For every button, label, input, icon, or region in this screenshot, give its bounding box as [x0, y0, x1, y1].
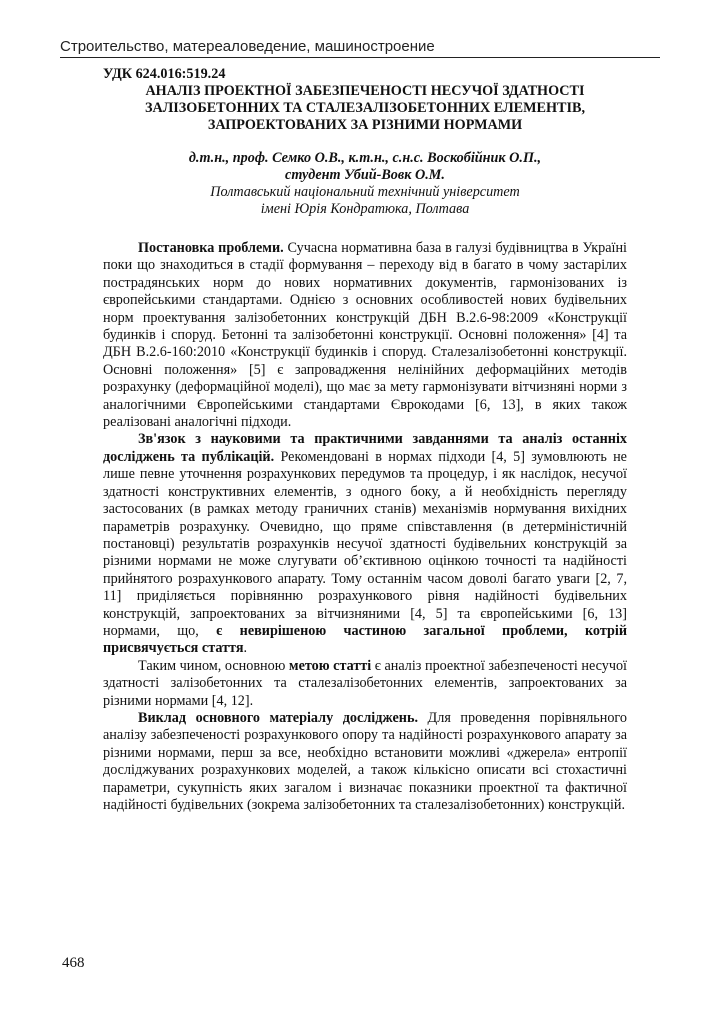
- paragraph-main-material: [103, 710, 627, 814]
- article: [103, 66, 627, 814]
- authors-block: [103, 150, 627, 218]
- paragraph-text: Таким чином, основною: [138, 657, 289, 674]
- authors-line-1: д.т.н., проф. Семко О.В., к.т.н., с.н.с. Воскобійник О.П.,: [188, 150, 542, 166]
- title-line-2: ЗАЛІЗОБЕТОННИХ ТА СТАЛЕЗАЛІЗОБЕТОННИХ ЕЛЕМЕНТІВ,: [144, 100, 585, 116]
- section-heading-main-material: Виклад основного матеріалу досліджень.: [138, 709, 419, 726]
- title-line-3: ЗАПРОЕКТОВАНИХ ЗА РІЗНИМИ НОРМАМИ: [207, 117, 523, 133]
- title-line-1: АНАЛІЗ ПРОЕКТНОЇ ЗАБЕЗПЕЧЕНОСТІ НЕСУЧОЇ ЗДАТНОСТІ: [145, 83, 585, 99]
- paragraph-text: Для проведення порівняльного аналізу забезпеченості розрахункового опору та надійності розрахункового апарату за різними нормами, перш за все, необхідно встановити можливі «джерела» ентропії досліджуваних розрахункових моделей, а також кількісно описати всі стохастичні параметри, сукупність яких загалом і визначає показники проектної та фактичної надійності будівельних (зокрема залізобетонних та сталезалізобетонних) конструкцій.: [103, 709, 627, 813]
- page-number: 468: [62, 955, 85, 971]
- affiliation-line-2: імені Юрія Кондратюка, Полтава: [260, 201, 470, 217]
- paragraph-problem-statement: [103, 240, 627, 431]
- section-heading-related-work: Зв'язок з науковими та практичними завданнями та аналіз останніх досліджень та публікацій.: [103, 431, 627, 465]
- paragraph-text: Сучасна нормативна база в галузі будівництва в Україні поки що знаходиться в стадії формування – переходу від в багато в чому застарілих пострадянських норм до нових нормативних документів, гармонізованих із європейськими стандартами. Однією з основних особливостей нових будівельних норм проектування залізобетонних конструкцій ДБН В.2.6-98:2009 «Конструкції будинків і споруд. Бетонні та залізобетонні конструкції. Основні положення» [4] та ДБН В.2.6-160:2010 «Конструкції будинків і споруд. Сталезалізобетонні конструкції. Основні положення» [5] є запровадження нелінійних деформаційних методів розрахунку (деформаційної моделі), що має за мету гармонізувати вітчизняні норми з аналогічними Європейськими стандартами Єврокодами [6, 13], в яких також реалізовані аналогічні підходи.: [103, 240, 627, 431]
- paragraph-related-work: [103, 431, 627, 657]
- paragraph-text: .: [243, 640, 248, 657]
- paragraph-text: є аналіз проектної забезпеченості несучої здатності залізобетонних та сталезалізобетонних елементів, запроектованих за різними нормами [4, 12].: [103, 657, 627, 709]
- affiliation-line-1: Полтавський національний технічний університет: [210, 184, 520, 200]
- running-header: Строительство, матереаловедение, машиностроение: [60, 38, 435, 55]
- section-heading-problem: Постановка проблеми.: [138, 240, 284, 256]
- paragraph-text: Рекомендовані в нормах підходи [4, 5] зумовлюють не лише певне уточнення розрахункових передумов та процедур, і як наслідок, несучої здатності конструктивних елементів, з одного боку, а й необхідність перегляду застосованих (в рамках методу граничних станів) механізмів нормування вихідних параметрів розрахунку. Очевидно, що пряме співставлення (в детерміністичній постановці) результатів розрахунків несучої здатності будівельних конструкцій за різними нормами не може слугувати об’єктивною оцінкою точності та надійності прийнятого розрахункового апарату. Тому останнім часом доволі багато уваги [2, 7, 11] приділяється порівнянню розрахункового рівня надійності будівельних конструкцій, запроектованих за вітчизняними [4, 5] та європейськими [6, 13] нормами, що,: [103, 448, 627, 639]
- paragraph-aim: [103, 658, 627, 710]
- emphasis-aim: метою статті: [288, 657, 372, 674]
- udc-code: УДК 624.016:519.24: [103, 66, 226, 82]
- header-rule: [60, 57, 660, 58]
- authors-line-2: студент Убий-Вовк О.М.: [285, 167, 445, 183]
- emphasis-unsolved-problem: є невирішеною частиною загальної проблеми, котрій присвячується стаття: [103, 622, 627, 657]
- article-body: [103, 240, 627, 814]
- article-title: [103, 83, 627, 134]
